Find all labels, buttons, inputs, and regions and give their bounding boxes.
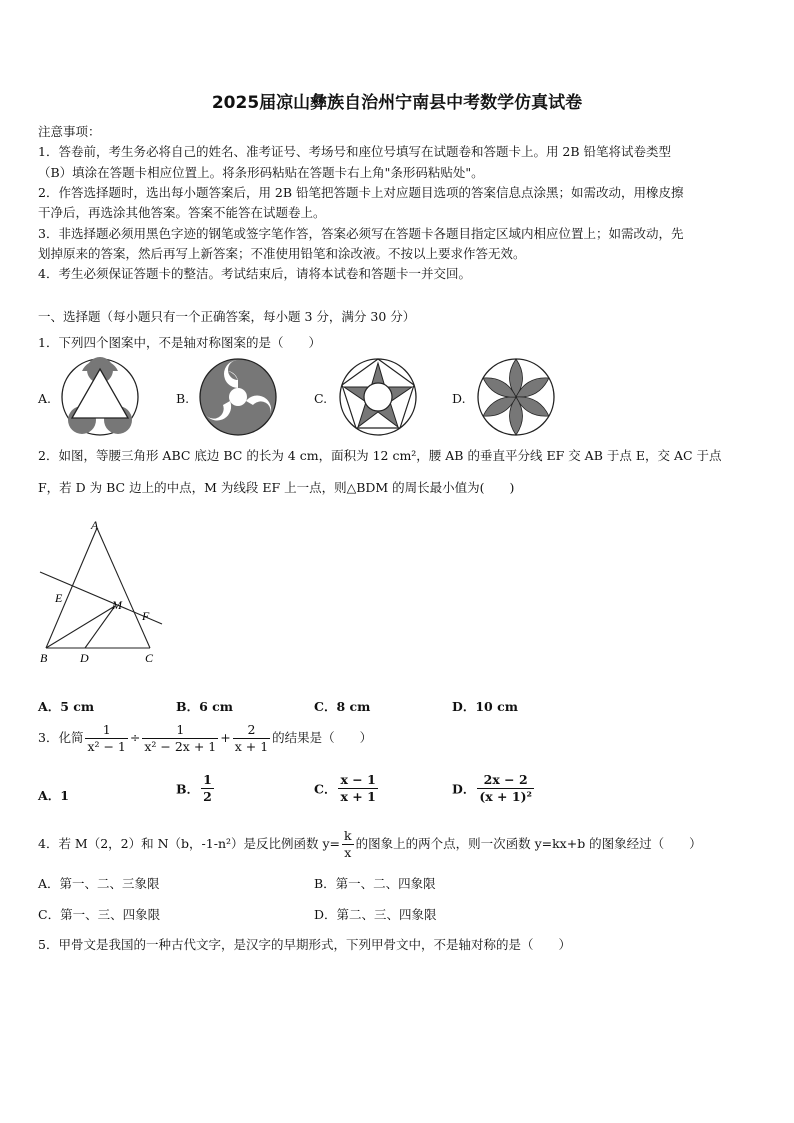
q3-option-b: B． $\frac{1}{2}$	[176, 772, 212, 804]
q3-suffix: 的结果是（ ）	[272, 730, 373, 745]
q4-option-b: B．第一、二、四象限	[314, 876, 436, 891]
q4-stem	[38, 828, 702, 861]
q3-option-a: A．1	[38, 788, 69, 803]
q2-option-c: C．8 cm	[314, 699, 371, 714]
q2-option-a: A．5 cm	[38, 699, 95, 714]
section-heading: 一、选择题（每小题只有一个正确答案，每小题 3 分，满分 30 分）	[38, 309, 416, 324]
q2-stem-line-2: F，若 D 为 BC 边上的中点，M 为线段 EF 上一点，则△BDM 的周长最小值为( )	[38, 480, 515, 495]
notice-line-3: 3．非选择题必须用黑色字迹的钢笔或签字笔作答，答案必须写在答题卡各题目指定区域内相应位置上；如需改动，先	[38, 226, 684, 241]
q4-suffix: 的图象上的两个点，则一次函数 y=kx+b 的图象经过（ ）	[355, 836, 702, 851]
q4-option-d: D．第二、三、四象限	[314, 907, 437, 922]
q2-stem-line-1: 2．如图，等腰三角形 ABC 底边 BC 的长为 4 cm，面积为 12 cm²，腰 AB 的垂直平分线 EF 交 AB 于点 E，交 AC 于点	[38, 448, 722, 463]
q2-triangle-diagram	[30, 520, 170, 670]
notice-line-2b: 干净后，再选涂其他答案。答案不能答在试题卷上。	[38, 205, 326, 220]
notice-line-3b: 划掉原来的答案，然后再写上新答案；不准使用铅笔和涂改液。不按以上要求作答无效。	[38, 246, 526, 261]
q1-label-c: C.	[314, 391, 328, 406]
q3-option-d: D． $\frac{2x - 2}{\text{(x + 1)²}}$	[452, 772, 532, 804]
q1-figure-a	[60, 357, 140, 437]
q1-figure-d	[476, 357, 556, 437]
q1-label-a: A.	[38, 391, 52, 406]
q2-option-d: D．10 cm	[452, 699, 518, 714]
q4-option-a: A．第一、二、三象限	[38, 876, 160, 891]
q1-figure-b	[198, 357, 278, 437]
q3-option-c: C． $\frac{x - 1}{x + 1}$	[314, 772, 376, 804]
point-label-a: A	[91, 520, 99, 532]
q4-prefix: 4．若 M（2，2）和 N（b，-1-n²）是反比例函数 y=	[38, 836, 341, 851]
q1-label-d: D.	[452, 391, 466, 406]
q4-fraction: $\frac{k}{x}$	[344, 828, 352, 860]
q3-fraction-2: $\frac{1}{\text{x² − 2x + 1}}$	[144, 722, 217, 754]
point-label-c: C	[145, 651, 154, 665]
notice-line-2: 2．作答选择题时，选出每小题答案后，用 2B 铅笔把答题卡上对应题目选项的答案信息点涂黑；如需改动，用橡皮擦	[38, 185, 684, 200]
q2-option-b: B．6 cm	[176, 699, 233, 714]
q3-fraction-1: $\frac{1}{\text{x² − 1}}$	[87, 722, 126, 754]
q3-prefix: 3．化简	[38, 730, 84, 745]
page-title: 2025届凉山彝族自治州宁南县中考数学仿真试卷	[211, 93, 583, 113]
q3-fraction-3: $\frac{2}{x + 1}$	[234, 722, 269, 754]
notice-line-1b: （B）填涂在答题卡相应位置上。将条形码粘贴在答题卡右上角"条形码粘贴处"。	[38, 165, 484, 180]
point-label-m: M	[112, 598, 122, 612]
point-label-b: B	[40, 651, 48, 665]
point-label-d: D	[80, 651, 89, 665]
q3-stem	[38, 722, 372, 755]
point-label-f: F	[142, 609, 150, 623]
point-label-e: E	[55, 591, 63, 605]
q1-figure-c	[338, 357, 418, 437]
q3-op-plus: +	[220, 730, 231, 745]
notice-heading: 注意事项：	[38, 124, 101, 139]
q1-label-b: B.	[176, 391, 190, 406]
q3-op-divide: ÷	[129, 730, 141, 745]
q1-stem: 1．下列四个图案中，不是轴对称图案的是（ ）	[38, 335, 321, 350]
q4-option-c: C．第一、三、四象限	[38, 907, 161, 922]
notice-line-4: 4．考生必须保证答题卡的整洁。考试结束后，请将本试卷和答题卡一并交回。	[38, 266, 471, 281]
q5-stem: 5．甲骨文是我国的一种古代文字，是汉字的早期形式，下列甲骨文中，不是轴对称的是（ ）	[38, 937, 571, 952]
notice-line-1: 1．答卷前，考生务必将自己的姓名、准考证号、考场号和座位号填写在试题卷和答题卡上。用 2B 铅笔将试卷类型	[38, 144, 672, 159]
